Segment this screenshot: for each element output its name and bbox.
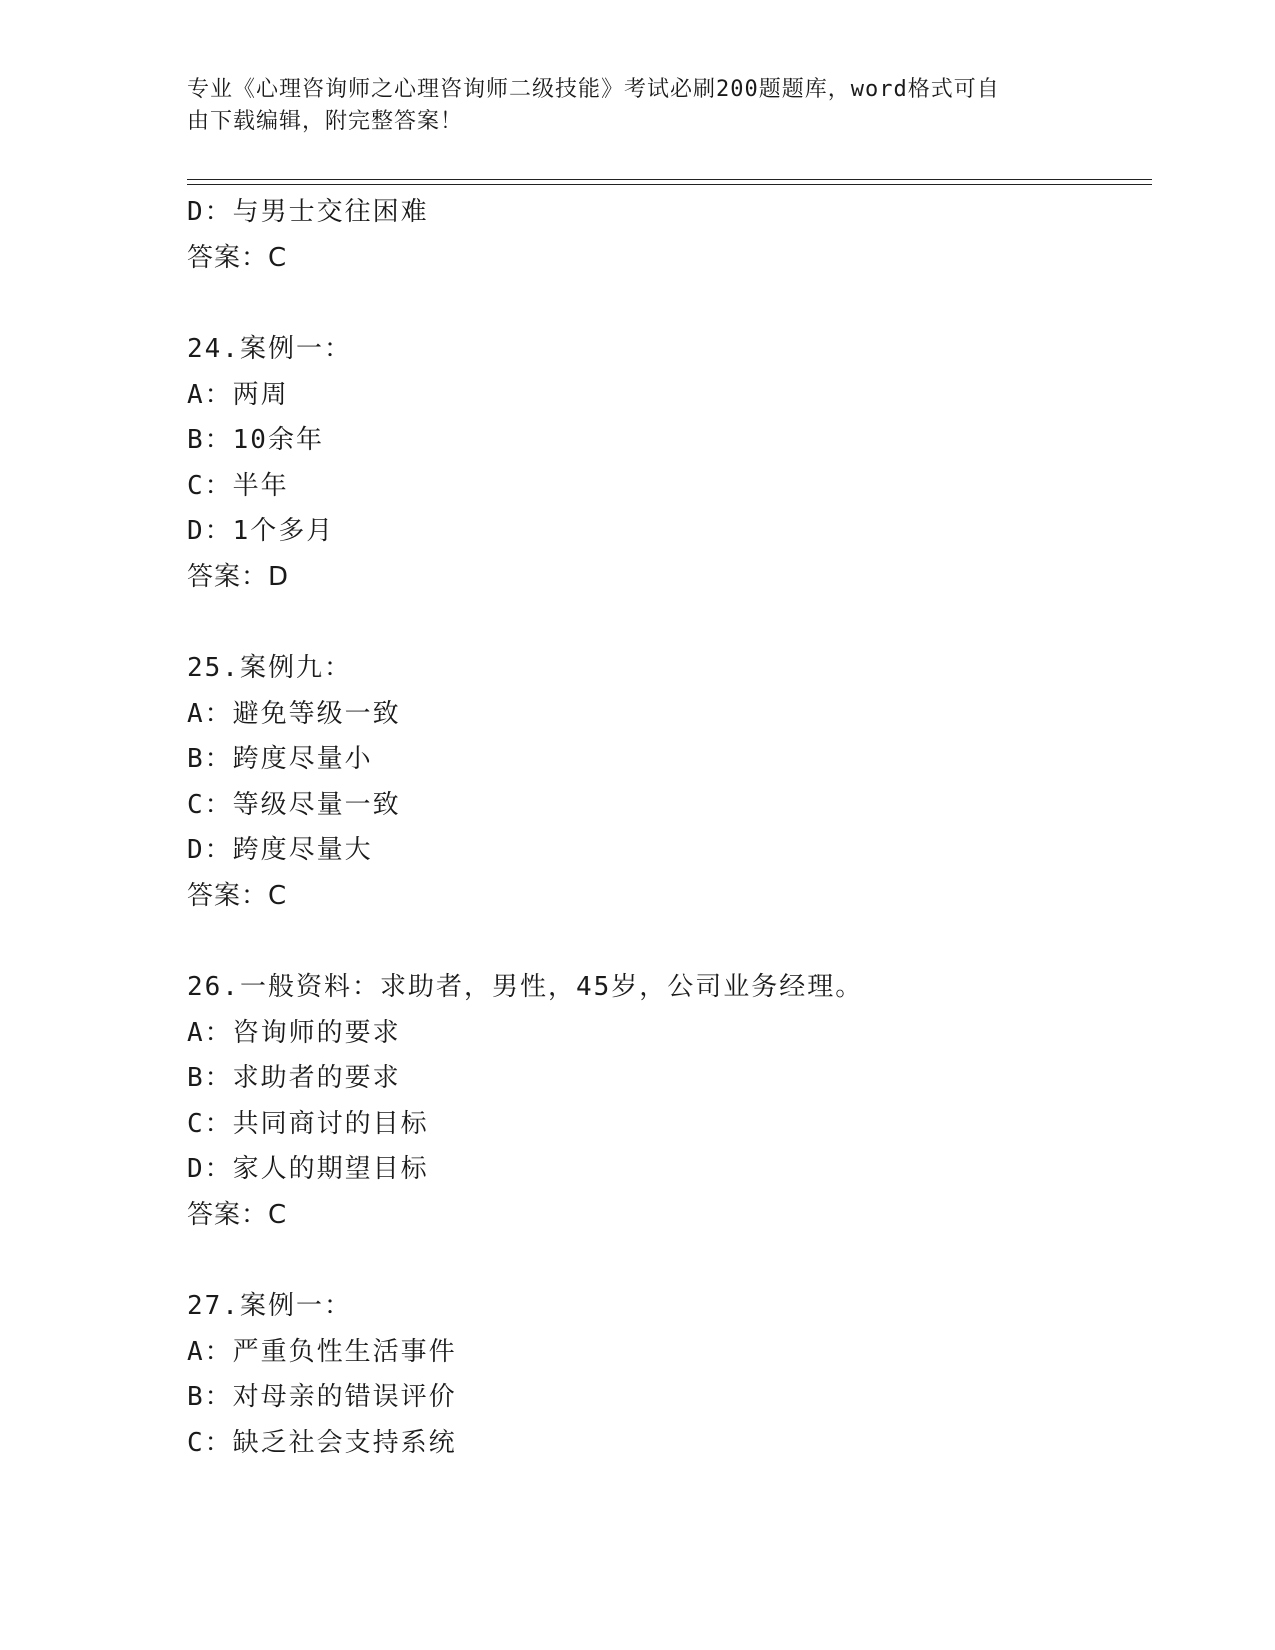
option-b: B：求助者的要求 bbox=[187, 1063, 401, 1093]
spacer bbox=[187, 281, 1147, 327]
answer-line: 答案：C bbox=[187, 242, 288, 273]
header-line-2: 由下载编辑，附完整答案！ bbox=[187, 109, 464, 134]
option-c: C：等级尽量一致 bbox=[187, 789, 401, 820]
header-line-1: 专业《心理咨询师之心理咨询师二级技能》考试必刷200题题库，word格式可自 bbox=[187, 77, 1000, 102]
question-block-25 bbox=[187, 646, 1147, 919]
option-a: A：咨询师的要求 bbox=[187, 1017, 401, 1048]
question-block-26 bbox=[187, 965, 1147, 1238]
question-block-23 bbox=[187, 190, 1147, 281]
answer-line: 答案：C bbox=[187, 880, 288, 911]
option-b: B：跨度尽量小 bbox=[187, 744, 373, 774]
question-block-27 bbox=[187, 1284, 1147, 1466]
header-divider-top bbox=[187, 179, 1152, 180]
question-title: 25.案例九： bbox=[187, 653, 352, 683]
option-c: C：半年 bbox=[187, 470, 289, 501]
option-d: D：家人的期望目标 bbox=[187, 1154, 429, 1184]
question-title: 26.一般资料：求助者，男性，45岁，公司业务经理。 bbox=[187, 972, 864, 1002]
option-b: B：10余年 bbox=[187, 425, 324, 455]
question-block-24 bbox=[187, 327, 1147, 600]
option-d: D：跨度尽量大 bbox=[187, 835, 373, 865]
answer-line: 答案：C bbox=[187, 1199, 288, 1230]
spacer bbox=[187, 919, 1147, 965]
option-c: C：缺乏社会支持系统 bbox=[187, 1427, 457, 1458]
option-a: A：两周 bbox=[187, 379, 289, 410]
option-a: A：避免等级一致 bbox=[187, 698, 401, 729]
document-header bbox=[187, 74, 1077, 138]
question-title: 24.案例一： bbox=[187, 334, 352, 364]
option-d: D：与男士交往困难 bbox=[187, 197, 429, 227]
question-title: 27.案例一： bbox=[187, 1291, 352, 1321]
option-b: B：对母亲的错误评价 bbox=[187, 1382, 457, 1412]
answer-line: 答案：D bbox=[187, 561, 290, 592]
spacer bbox=[187, 600, 1147, 646]
option-a: A：严重负性生活事件 bbox=[187, 1336, 457, 1367]
option-c: C：共同商讨的目标 bbox=[187, 1108, 429, 1139]
question-list bbox=[187, 190, 1147, 1466]
option-d: D：1个多月 bbox=[187, 516, 335, 546]
header-divider-bottom bbox=[187, 184, 1152, 185]
spacer bbox=[187, 1238, 1147, 1284]
